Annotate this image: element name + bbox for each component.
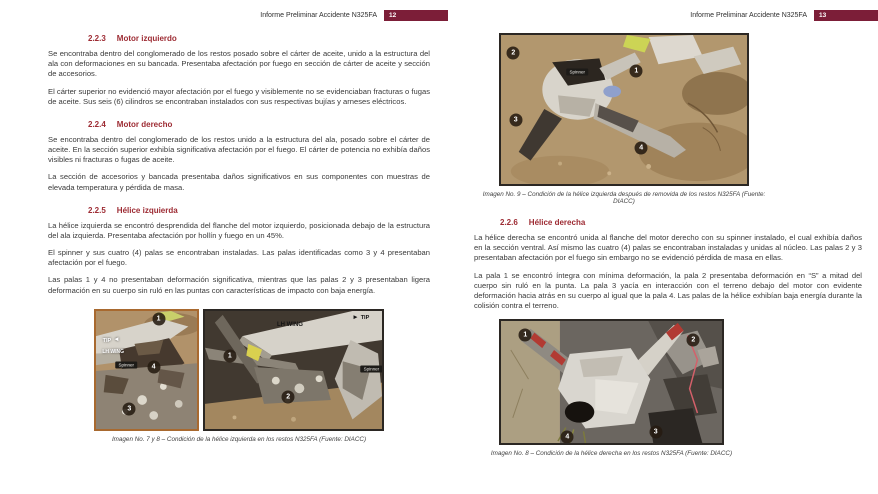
blade-marker-3: 3 <box>509 113 522 126</box>
section-number: 2.2.6 <box>500 218 518 227</box>
paragraph: La hélice derecha se encontró unida al flanche del motor derecho con su spinner instalado, el cual exhibía daños en la sección ventral. Así mismo las cuatro (4) palas se encontraban instaladas y unidas al núcleo. Las palas 2 y 3 presentaban afectación por el fuego sin embargo no se evidenció pérdida de masa en ellas. <box>474 233 862 263</box>
wreckage-illustration <box>205 311 382 429</box>
paragraph: El cárter superior no evidenció mayor afectación por el fuego y visiblemente no se evidenciaban fracturas o fugas de aceite. Sus seis (6) cilindros se encontraban instalados con sus respectivas bujías y arneses eléctricos. <box>48 86 430 106</box>
paragraph: Se encontraba dentro del conglomerado de los restos posado sobre el cárter de aceite, unido a la estructura del ala con deformaciones en su bancada. Presentaba afectación por fuego en sección de cárter de aceite y sección de accesorios. <box>48 49 430 79</box>
figure-caption: Imagen No. 8 – Condición de la hélice derecha en los restos N325FA (Fuente: DIACC) <box>490 450 733 458</box>
photo-row <box>48 309 430 431</box>
section-helice-derecha <box>474 218 862 311</box>
blade-marker-1: 1 <box>630 64 643 77</box>
page-number-badge: 12 <box>384 10 448 21</box>
section-title: Hélice derecha <box>528 218 586 227</box>
blade-marker-2: 2 <box>282 390 295 403</box>
header-title: Informe Preliminar Accidente N325FA <box>690 12 807 19</box>
blade-marker-2: 2 <box>507 46 520 59</box>
lh-wing-label: LH WING <box>102 349 124 356</box>
blade-marker-4: 4 <box>561 431 574 444</box>
spinner-label: Spinner <box>116 362 138 369</box>
lh-wing-label: LH WING <box>276 321 303 328</box>
paragraph: La sección de accesorios y bancada presentaba daños significativos en sus componentes con muestras de elevada temperatura y pérdida de masa. <box>48 172 430 192</box>
spinner-label: Spinner <box>361 365 383 372</box>
paragraph: El spinner y sus cuatro (4) palas se encontraban instaladas. Las palas identificadas como 3 y 4 presentaban afectación por el fuego. <box>48 248 430 268</box>
arrow-right-icon: ► <box>352 313 359 321</box>
blade-marker-4: 4 <box>147 361 160 374</box>
blade-marker-2: 2 <box>687 333 700 346</box>
tip-text: TIP <box>102 337 112 344</box>
wreckage-photo-right-propeller <box>499 319 724 445</box>
wreckage-photo-left-propeller-b <box>203 309 384 431</box>
section-heading <box>88 206 430 215</box>
page-13 <box>460 0 878 494</box>
arrow-left-icon: ◄ <box>113 336 120 343</box>
wreckage-photo-propeller-removed <box>499 33 749 186</box>
blade-marker-4: 4 <box>635 142 648 155</box>
blade-marker-1: 1 <box>519 328 532 341</box>
section-title: Motor derecho <box>116 119 173 129</box>
paragraph: Las palas 1 y 4 no presentaban deformación significativa, mientras que las palas 2 y 3 presentaban ligera deformación en su cuerpo sin ruló en las puntas con características de impacto con baja energía. <box>48 275 430 295</box>
section-heading <box>500 218 862 227</box>
figure-helice-derecha <box>474 319 862 457</box>
wreckage-illustration <box>96 311 197 429</box>
page-number-badge: 13 <box>814 10 878 21</box>
section-motor-izquierdo <box>48 34 430 107</box>
page-content <box>460 33 878 457</box>
section-title: Hélice izquierda <box>116 205 178 215</box>
section-helice-izquierda <box>48 206 430 296</box>
section-motor-derecho <box>48 120 430 193</box>
wreckage-photo-left-propeller-a <box>94 309 199 431</box>
section-number: 2.2.4 <box>88 119 106 129</box>
tip-label <box>352 315 369 322</box>
wreckage-illustration <box>501 35 747 184</box>
blade-marker-3: 3 <box>649 426 662 439</box>
header-title: Informe Preliminar Accidente N325FA <box>260 12 377 19</box>
tip-label <box>103 337 120 344</box>
blade-marker-3: 3 <box>123 402 136 415</box>
figure-caption: Imagen No. 7 y 8 – Condición de la hélice izquierda en los restos N325FA (Fuente: DIACC) <box>111 435 367 443</box>
section-heading <box>88 120 430 129</box>
paragraph: La hélice izquierda se encontró desprendida del flanche del motor izquierdo, posicionada debajo de la estructura del ala izquierda. Presentaba afectación por hollín y fuego en un 45%. <box>48 220 430 240</box>
figure-caption: Imagen No. 9 – Condición de la hélice izquierda después de removida de los restos N325FA (Fuente: DIACC) <box>482 191 766 205</box>
paragraph: Se encontraba dentro del conglomerado de los restos unido a la estructura del ala, posado sobre el cárter de aceite. En la sección superior exhibía significativa afectación por el fuego. El cárter de potencia no exhibía daños visibles ni fracturas o fugas de aceite. <box>48 134 430 165</box>
section-number: 2.2.3 <box>88 34 106 43</box>
page-content <box>28 34 448 443</box>
blade-marker-1: 1 <box>223 349 236 362</box>
figure-helice-removida <box>474 33 862 205</box>
page-header <box>28 0 448 21</box>
section-number: 2.2.5 <box>88 205 106 215</box>
section-heading <box>88 34 430 43</box>
page-header <box>460 0 878 21</box>
tip-text: TIP <box>360 314 370 321</box>
blade-marker-1: 1 <box>152 313 165 326</box>
section-title: Motor izquierdo <box>116 34 177 43</box>
spinner-label: Spinner <box>566 69 588 76</box>
figure-helice-izquierda <box>48 309 430 443</box>
paragraph: La pala 1 se encontró íntegra con mínima deformación, la pala 2 presentaba deformación en “S” a mitad del cuerpo sin ruló en la punta. La pala 3 yacía en interacción con el terreno debajo del motor con evidente deformación hacia atrás en su cuerpo al igual que la pala 4. Las palas de la hélice exhibían baja energía durante la colisión contra el terreno. <box>474 270 862 311</box>
page-12 <box>28 0 448 494</box>
